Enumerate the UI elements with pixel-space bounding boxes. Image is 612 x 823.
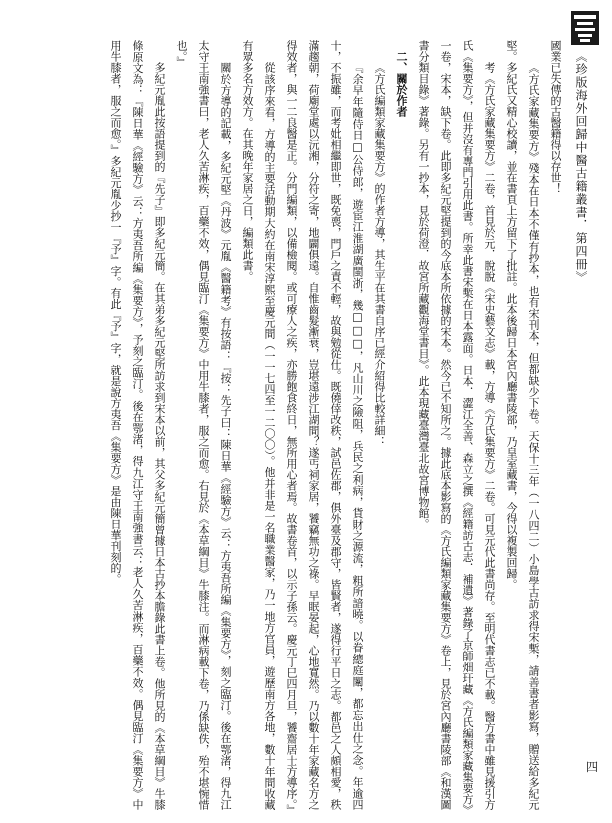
series-title: 《珍版海外回歸中醫古籍叢書．第四冊》: [574, 50, 588, 284]
book-emblem-icon: [568, 8, 602, 48]
paragraph: 多紀元胤此按語提到的『先子』即多紀元簡。在其弟多紀元堅所訪求到宋本以前，其父多紀元簡曾據日本古抄本膽錄此書上卷。他所見的《本草綱目》牛膝條原文為：『陳日華《經驗方》云：方夷吾所編《集要方》，予刻之臨汀。後在鄂渚，得九江守王南強書云：老人久苦淋疾，百藥不效。偶見臨汀《集要方》中用牛膝者，服之而愈。』多紀元胤少抄一『予』字。有此『予』字，就是說方夷吾《集要方》是由陳日華刊刻的。: [109, 40, 166, 810]
paragraph: 考《方氏家藏集要方》二卷，首見於元．脫脫《宋史藝文志》載，方導《方氏集要方》二卷。可見元代此書尚存。至明代書志已不載。醫方書中雖見援引方氏《集要方》，但并沒有專門引用此書。所幸此書宋槧在日本露面。日本．澀江全善、森立之撰《經籍訪古志．補遺》著錄了京師畑玕藏《方氏編類家藏集要方》一卷，宋本，缺下卷。此即多紀元堅提到的今底本所依據的宋本。然今已不知所之。據此底本影寫的《方氏編類家藏集要方》卷上，見於宮內廳書陵部《和漢圖書分類目錄》著錄。另有一抄本，見於荷澄．故宮所藏觀海堂書目》。此本現藏臺灣臺北故宮博物館。: [417, 40, 496, 810]
main-text-column-block: [14, 40, 566, 816]
quote-paragraph: 『余早年隨侍日□公侍郎，遊宦江淮湖廣閩浙，幾□□□，凡山川之險阻，兵民之利病，貨財之源流，粗所諳曉。以眷總庭闈，都忘出仕之念。年逾四十，不振雖，而考妣相繼即世，既免喪，門戶之責不輕，故與勉從仕。既僥倖改秩，試邑佐郡，俱外臺及郡守，皆賢者，遂得行平日之志。都邑之人頗相愛，秩滿趨朝，荷廟堂處以沅湘，分符之寄，地闢俱遠。自惟齒髮漸衰，豈堪遠涉江湖間？遂丐祠家居，饕竊無功之祿。早眠晏起，心地寬然。乃以數十年家藏名方之得效者，與一二良醫是正。分門編類，以備檢閱。或可療人之疾，亦勝飽食終日，無所用心者焉。故書卷首，以示子孫云。慶元丁巳四月旦，饕齋居士方導序。』: [285, 40, 364, 816]
paragraph: 國業已失傳的古醫籍得以存世！: [549, 40, 562, 194]
section-heading: 二、關於作者: [395, 51, 408, 117]
paragraph: 從該序來看，方導的主要活動期大約在南宋淳熙至慶元間（一一七四至一二〇〇）。他并非是一名職業醫家，乃一地方官員，遊歷南方各地，數十年間收藏有眾多名方效方。在其晚年家居之日，編類此書。: [241, 40, 276, 810]
paragraph: 關於方導的記載，多紀元堅《丹波》元胤《醫籍考》有按語：『按：先子曰：陳日華《經驗方》云：方夷吾所編《集要方》，刻之臨汀。後在鄂渚，得九江太守王南強書曰，老人久苦淋疾，百藥不效，偶見臨汀《集要方》中用牛膝者，服之而愈。右見於《本草綱目》牛膝注。而淋病載下卷，乃係缺佚，殆不堪惋惜也。』: [175, 40, 232, 810]
page-number: 四: [585, 760, 598, 774]
paragraph: 《方氏家藏集要方》殘本在日本不僅有抄本，也有宋刊本，但都缺少下卷。天保十三年（一八四二）小島學古訪求得宋槧，請善書者影寫，贈送給多紀元堅。多紀氏又精心校讀，並在書頁上方留下了批註。此本後歸日本宮內廳書陵部，乃皇室藏書，今得以複製回歸。: [505, 40, 540, 810]
paragraph: 《方氏編類家藏集要方》的作者方導，其生平在其書自序已經介紹得比較詳細：: [373, 62, 386, 447]
